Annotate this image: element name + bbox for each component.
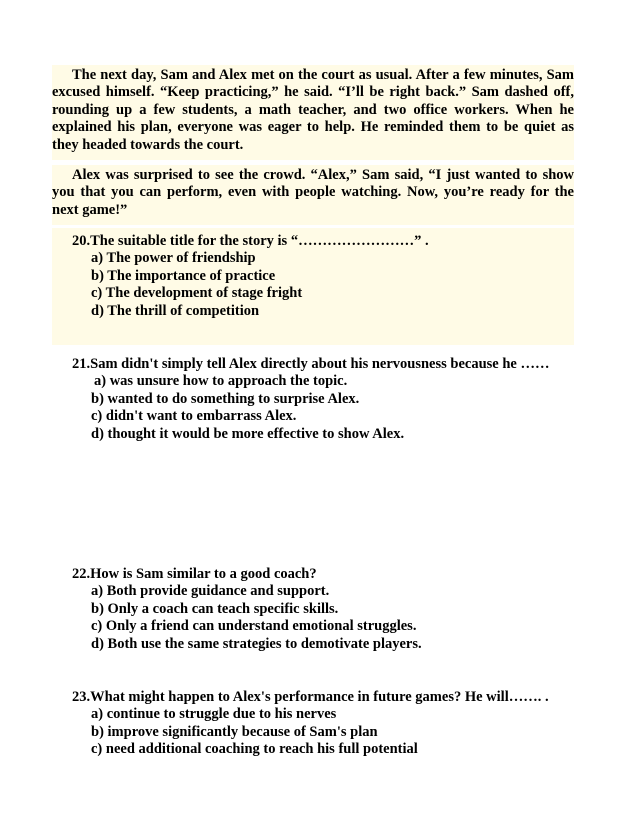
question-22-option-a[interactable]: a) Both provide guidance and support. [91,583,330,600]
question-22-option-b[interactable]: b) Only a coach can teach specific skills. [91,600,339,617]
question-23-option-b[interactable]: b) improve significantly because of Sam's plan [91,723,378,740]
question-21 [72,356,582,443]
question-20-option-a[interactable]: a) The power of friendship [91,250,256,267]
question-22-option-c[interactable]: c) Only a friend can understand emotional struggles. [91,618,417,635]
question-20-option-c[interactable]: c) The development of stage fright [91,285,303,302]
question-22-stem: 22.How is Sam similar to a good coach? [72,566,317,582]
question-22-option-d[interactable]: d) Both use the same strategies to demotivate players. [91,635,422,652]
question-21-option-d[interactable]: d) thought it would be more effective to show Alex. [91,425,405,442]
question-21-option-b[interactable]: b) wanted to do something to surprise Alex. [91,390,360,407]
question-20-stem: 20.The suitable title for the story is “……………………” . [72,233,429,249]
question-20-option-b[interactable]: b) The importance of practice [91,267,276,284]
passage-paragraph-2: Alex was surprised to see the crowd. “Alex,” Sam said, “I just wanted to show you that you can perform, even with people watching. Now, you’re ready for the next game!” [52,165,574,225]
question-23-option-c[interactable]: c) need additional coaching to reach his full potential [91,741,418,758]
question-23-stem: 23.What might happen to Alex's performance in future games? He will……. . [72,689,549,705]
question-20-option-d[interactable]: d) The thrill of competition [91,302,260,319]
question-22 [72,566,582,653]
question-21-option-a[interactable]: a) was unsure how to approach the topic. [94,373,348,390]
question-20 [72,233,582,320]
question-21-option-c[interactable]: c) didn't want to embarrass Alex. [91,408,297,425]
question-23 [72,689,582,759]
question-23-option-a[interactable]: a) continue to struggle due to his nerves [91,706,337,723]
passage-paragraph-1: The next day, Sam and Alex met on the court as usual. After a few minutes, Sam excused himself. “Keep practicing,” he said. “I’ll be right back.” Sam dashed off, rounding up a few students, a math teacher, and two office workers. When he explained his plan, everyone was eager to help. He reminded them to be quiet as they headed towards the court. [52,65,574,160]
question-21-stem: 21.Sam didn't simply tell Alex directly about his nervousness because he …… [72,356,550,372]
